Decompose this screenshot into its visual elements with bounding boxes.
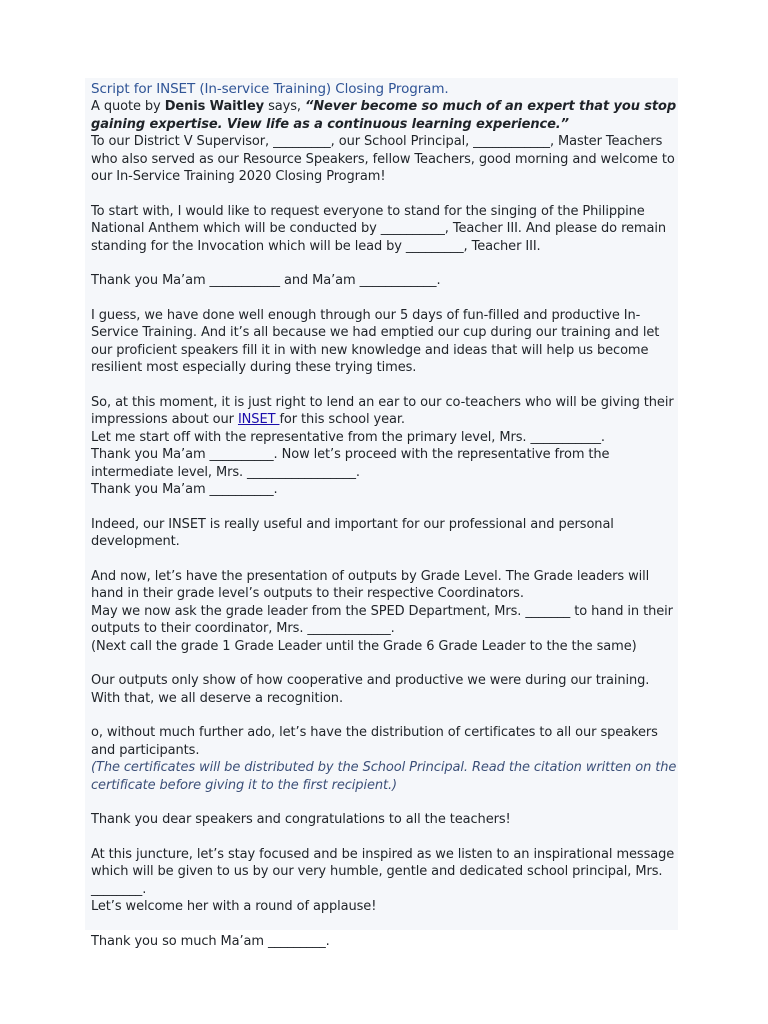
certificates-note: (The certificates will be distributed by the School Principal. Read the citation written on the certificate before giving it to the first recipient.) <box>91 760 677 793</box>
reflection-paragraph: I guess, we have done well enough through our 5 days of fun-filled and productive In-Service Training. And it’s all because we had emptied our cup during our training and let our proficient speakers fill it in with new knowledge and ideas that will help us become resilient most especially during these trying times. <box>91 307 660 375</box>
paragraph-gap <box>91 794 679 811</box>
paragraph-gap <box>91 707 679 724</box>
paragraph-gap <box>91 916 679 933</box>
intro-lead: A quote by <box>91 99 165 114</box>
impressions-paragraph <box>91 394 679 429</box>
inspirational-paragraph: At this juncture, let’s stay focused and be inspired as we listen to an inspirational message which will be given to us by our very humble, gentle and dedicated school principal, Mrs. ________. <box>91 846 675 897</box>
quote-text: “Never become so much of an expert that you stop gaining expertise. View life as a continuous learning experience.” <box>91 99 677 132</box>
impressions-text: So, at this moment, it is just right to lend an ear to our co-teachers who will be giving their impressions about our <box>91 394 674 427</box>
paragraph-gap <box>91 499 679 516</box>
paragraph-gap <box>91 377 679 394</box>
intro-says: says, <box>264 99 305 114</box>
impressions-thanks-line: Thank you Ma’am __________. <box>91 482 278 497</box>
paragraph-gap <box>91 551 679 568</box>
recognition-paragraph: Our outputs only show of how cooperative and productive we were during our training. With that, we all deserve a recognition. <box>91 673 650 706</box>
thanks-paragraph-2: Thank you dear speakers and congratulations to all the teachers! <box>91 812 511 827</box>
anthem-paragraph: To start with, I would like to request everyone to stand for the singing of the Philippine National Anthem which will be conducted by __________, Teacher III. And please do remain standing for the Invocation which will be lead by _________, Teacher III. <box>91 203 667 254</box>
greeting-paragraph: To our District V Supervisor, _________, our School Principal, ____________, Master Teachers who also served as our Resource Speakers, fellow Teachers, good morning and welcome to our In-Service Training 2020 Closing Program! <box>91 134 675 184</box>
grade-leader-note: (Next call the grade 1 Grade Leader until the Grade 6 Grade Leader to the the same) <box>91 638 637 654</box>
useful-paragraph: Indeed, our INSET is really useful and important for our professional and personal development. <box>91 516 614 549</box>
outputs-intro-line: And now, let’s have the presentation of outputs by Grade Level. The Grade leaders will hand in their grade level’s outputs to their respective Coordinators. <box>91 568 650 601</box>
paragraph-gap <box>91 290 679 307</box>
intro-paragraph <box>91 98 679 133</box>
intermediate-level-line: Thank you Ma’am __________. Now let’s proceed with the representative from the intermediate level, Mrs. _________________. <box>91 447 610 480</box>
thanks-paragraph-1: Thank you Ma’am ___________ and Ma’am ____________. <box>91 273 441 288</box>
inset-link[interactable]: INSET <box>237 412 280 427</box>
applause-line: Let’s welcome her with a round of applause! <box>91 899 377 914</box>
thanks-paragraph-3: Thank you so much Ma’am _________. <box>91 933 330 949</box>
document-title: Script for INSET (In-service Training) Closing Program. <box>91 81 449 97</box>
paragraph-gap <box>91 829 679 846</box>
paragraph-gap <box>91 255 679 272</box>
document-content <box>91 80 679 950</box>
quote-author: Denis Waitley <box>164 99 265 114</box>
impressions-text-end: for this school year. <box>279 412 405 427</box>
sped-line: May we now ask the grade leader from the SPED Department, Mrs. _______ to hand in their outputs to their coordinator, Mrs. _____________. <box>91 603 673 636</box>
paragraph-gap <box>91 655 679 672</box>
primary-level-line: Let me start off with the representative from the primary level, Mrs. ___________. <box>91 429 605 445</box>
certificates-line: o, without much further ado, let’s have the distribution of certificates to all our speakers and participants. <box>91 725 658 758</box>
paragraph-gap <box>91 186 679 203</box>
